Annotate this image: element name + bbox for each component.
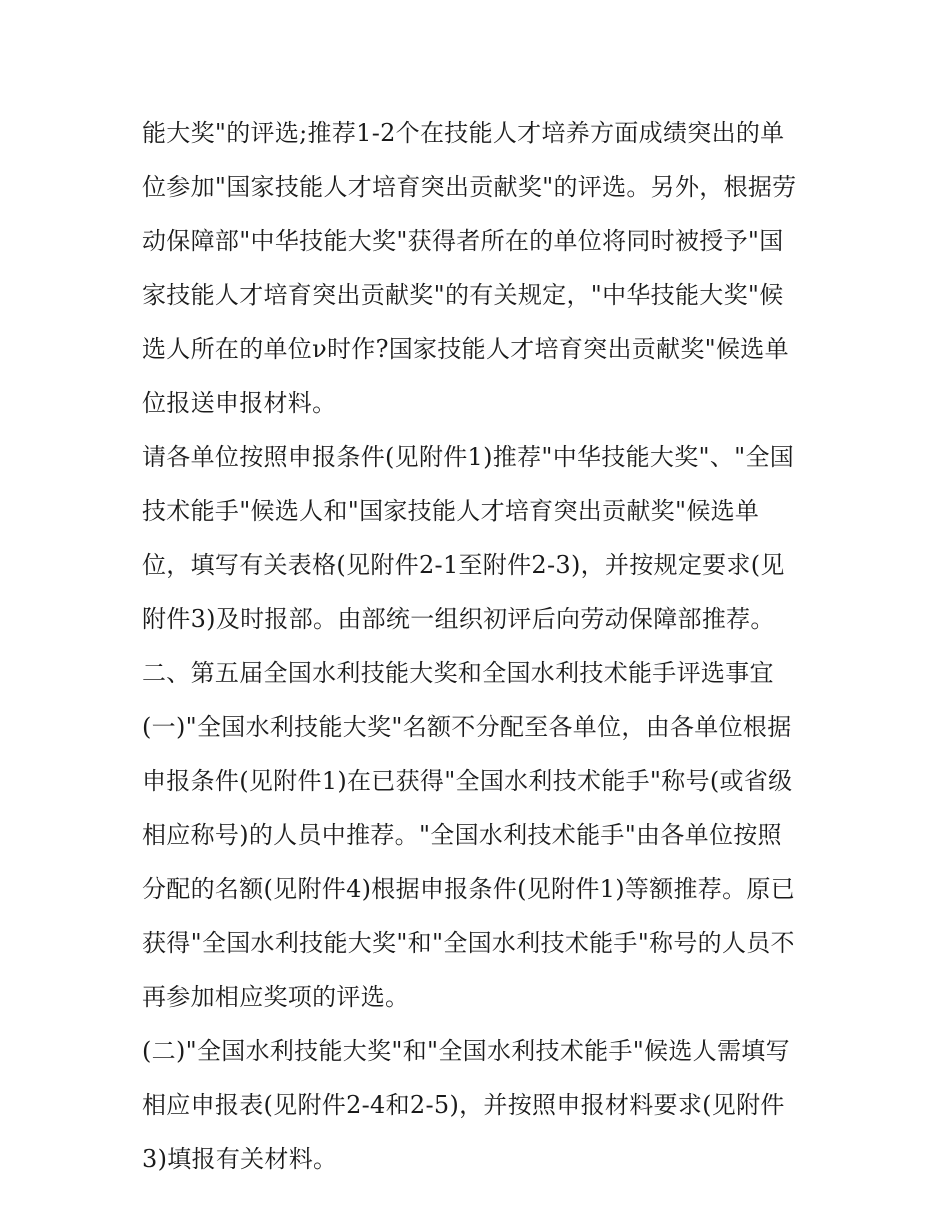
text-line: 相应称号)的人员中推荐。"全国水利技术能手"由各单位按照: [142, 821, 782, 849]
text-line: 申报条件(见附件1)在已获得"全国水利技术能手"称号(或省级: [142, 767, 793, 795]
text-line: 位参加"国家技能人才培育突出贡献奖"的评选。另外，根据劳: [142, 173, 797, 201]
text-line: 位，填写有关表格(见附件2-1至附件2-3)，并按规定要求(见: [142, 551, 785, 579]
text-line: (一)"全国水利技能大奖"名额不分配至各单位，由各单位根据: [142, 713, 792, 741]
body-text: [142, 106, 832, 1186]
text-line: 3)填报有关材料。: [142, 1145, 338, 1173]
text-line: 请各单位按照申报条件(见附件1)推荐"中华技能大奖"、"全国: [142, 443, 795, 471]
text-line: 动保障部"中华技能大奖"获得者所在的单位将同时被授予"国: [142, 227, 784, 255]
text-line: 附件3)及时报部。由部统一组织初评后向劳动保障部推荐。: [142, 605, 775, 633]
text-line: (二)"全国水利技能大奖"和"全国水利技术能手"候选人需填写: [142, 1037, 790, 1065]
text-line: 分配的名额(见附件4)根据申报条件(见附件1)等额推荐。原已: [142, 875, 795, 903]
text-line: 技术能手"候选人和"国家技能人才培育突出贡献奖"候选单: [142, 497, 760, 525]
text-line: 位报送申报材料。: [142, 389, 337, 417]
text-line: 能大奖"的评选;推荐1-2个在技能人才培养方面成绩突出的单: [142, 119, 785, 147]
text-line: 家技能人才培育突出贡献奖"的有关规定，"中华技能大奖"候: [142, 281, 784, 309]
text-line: 获得"全国水利技能大奖"和"全国水利技术能手"称号的人员不: [142, 929, 795, 957]
text-line: 相应申报表(见附件2-4和2-5)，并按照申报材料要求(见附件: [142, 1091, 785, 1119]
text-line: 选人所在的单位ν时作?国家技能人才培育突出贡献奖"候选单: [142, 335, 789, 363]
section-heading: 二、第五届全国水利技能大奖和全国水利技术能手评选事宜: [142, 659, 774, 687]
text-line: 再参加相应奖项的评选。: [142, 983, 410, 1011]
